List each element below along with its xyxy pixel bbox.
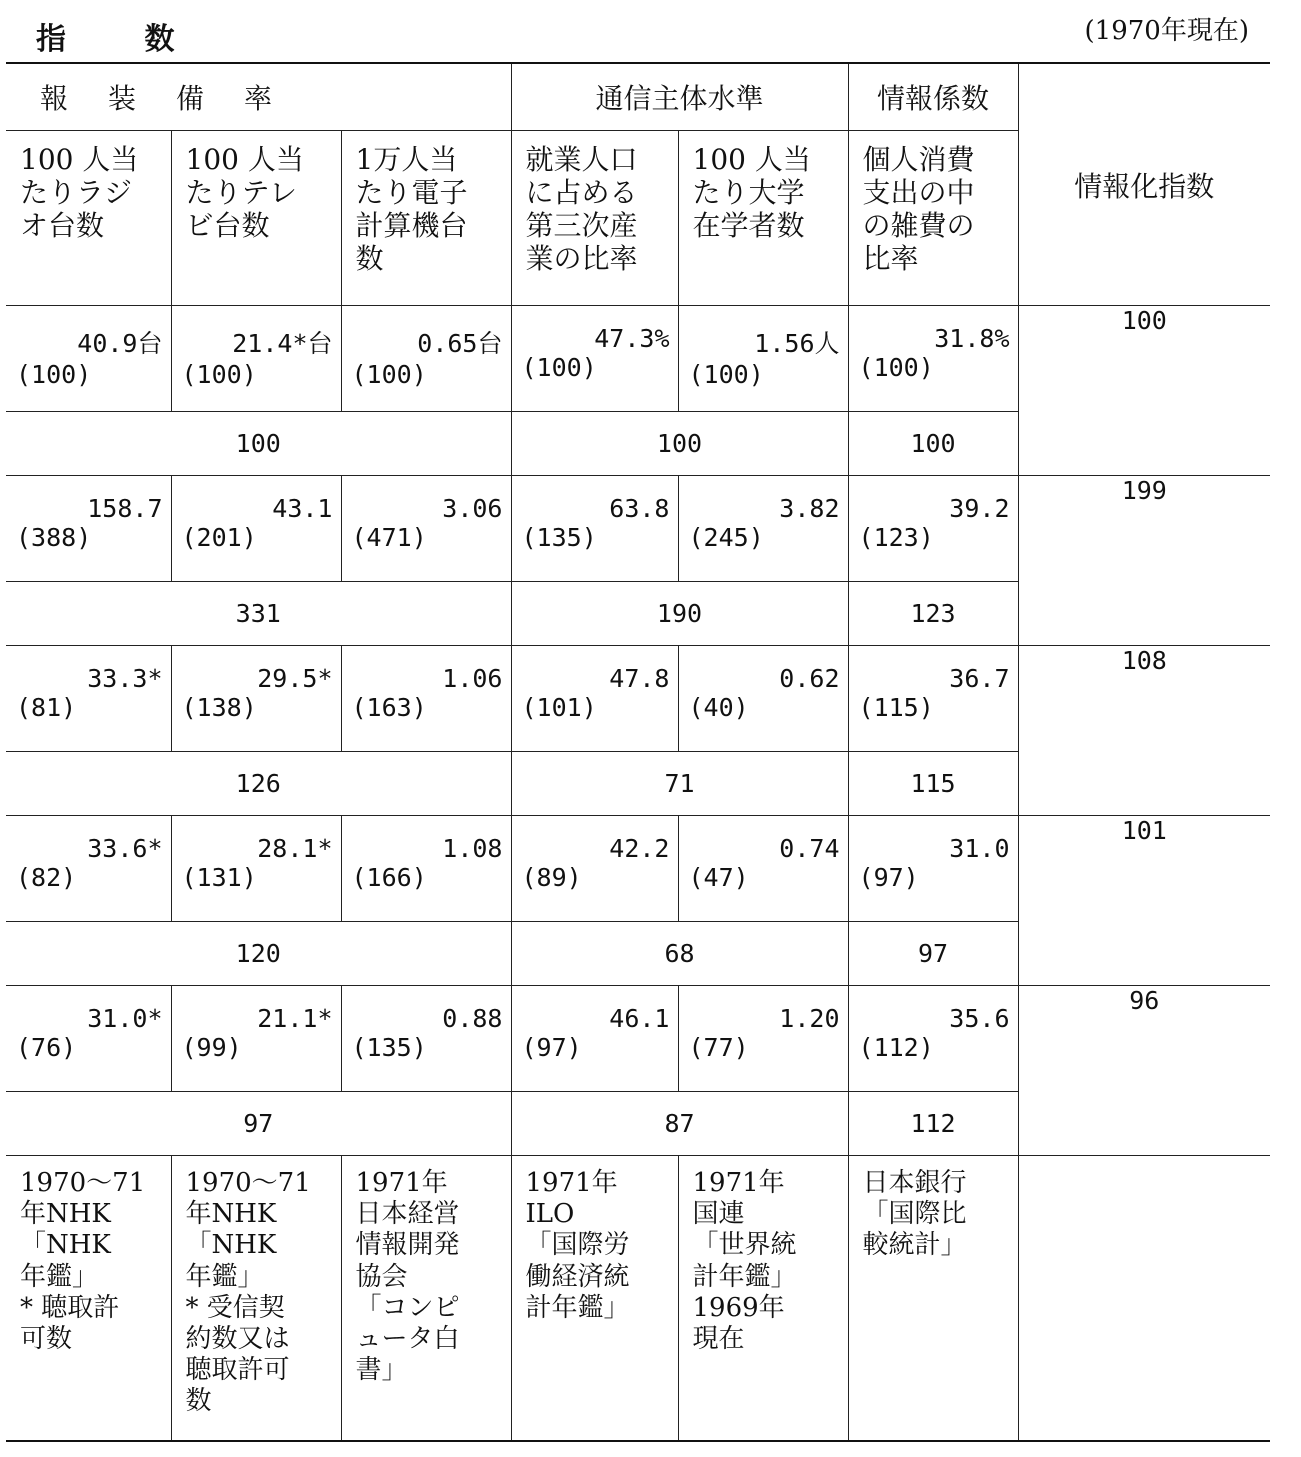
cell-index: (82) (16, 863, 77, 892)
value-cell (341, 986, 511, 1092)
value-row (6, 816, 1270, 922)
group-average: 112 (848, 1092, 1018, 1156)
value-cell (341, 306, 511, 412)
group-header: 通信主体水準 (511, 63, 848, 131)
value-cell (6, 306, 171, 412)
source-text: 1971年 日本経営 情報開発 協会 「コンピ ュータ白 書」 (355, 1168, 460, 1386)
value-cell (511, 816, 678, 922)
page-title: 指 数 (36, 22, 209, 57)
page-note: (1970年現在) (1084, 16, 1249, 46)
index-header: 情報化指数 (1018, 63, 1270, 306)
cell-index: (100) (858, 353, 934, 382)
column-header (171, 131, 341, 306)
source-cell (341, 1156, 511, 1442)
value-row (6, 986, 1270, 1092)
cell-index: (97) (521, 1033, 582, 1062)
group-average: 100 (6, 412, 511, 476)
value-cell (511, 646, 678, 752)
cell-value: 33.6* (87, 834, 163, 863)
source-text: 日本銀行 「国際比 較統計」 (862, 1168, 967, 1261)
source-text: 1971年 国連 「世界統 計年鑑」 1969年 現在 (692, 1168, 797, 1354)
cell-value: 1.06 (442, 664, 503, 693)
group-average: 100 (511, 412, 848, 476)
value-cell (678, 646, 848, 752)
group-average: 68 (511, 922, 848, 986)
total-index: 100 (1018, 306, 1270, 476)
group-header: 情報係数 (848, 63, 1018, 131)
cell-value: 31.8% (934, 324, 1010, 353)
value-cell (848, 816, 1018, 922)
cell-index: (101) (521, 693, 597, 722)
cell-index: (100) (351, 360, 427, 389)
value-cell (848, 476, 1018, 582)
cell-value: 42.2 (609, 834, 670, 863)
cell-index: (135) (351, 1033, 427, 1062)
group-average: 71 (511, 752, 848, 816)
cell-index: (76) (16, 1033, 77, 1062)
cell-value: 31.0 (949, 834, 1010, 863)
cell-index: (138) (181, 693, 257, 722)
source-text: 1970〜71 年NHK 「NHK 年鑑」 * 聴取許 可数 (20, 1168, 146, 1354)
cell-index: (135) (521, 523, 597, 552)
cell-index: (166) (351, 863, 427, 892)
cell-index: (81) (16, 693, 77, 722)
cell-index: (201) (181, 523, 257, 552)
value-cell (678, 306, 848, 412)
value-cell (6, 816, 171, 922)
cell-index: (47) (688, 863, 749, 892)
cell-index: (97) (858, 863, 919, 892)
value-cell (6, 476, 171, 582)
column-header (6, 131, 171, 306)
cell-value: 47.8 (609, 664, 670, 693)
cell-value: 47.3% (594, 324, 670, 353)
index-table (6, 62, 1270, 1442)
group-average: 126 (6, 752, 511, 816)
value-cell (6, 986, 171, 1092)
cell-value: 33.3* (87, 664, 163, 693)
total-index: 96 (1018, 986, 1270, 1156)
column-header (848, 131, 1018, 306)
group-average: 97 (6, 1092, 511, 1156)
group-average: 120 (6, 922, 511, 986)
cell-index: (40) (688, 693, 749, 722)
value-row (6, 646, 1270, 752)
cell-value: 0.62 (779, 664, 840, 693)
cell-value: 1.20 (779, 1004, 840, 1033)
value-cell (848, 306, 1018, 412)
value-cell (341, 646, 511, 752)
group-header: 報装備率 (6, 63, 511, 131)
cell-index: (100) (521, 353, 597, 382)
column-header (341, 131, 511, 306)
column-header (511, 131, 678, 306)
cell-value: 3.06 (442, 494, 503, 523)
group-average: 123 (848, 582, 1018, 646)
group-average: 87 (511, 1092, 848, 1156)
cell-value: 1.56人 (754, 329, 840, 358)
source-empty-cell (1018, 1156, 1270, 1442)
value-cell (171, 306, 341, 412)
group-average: 190 (511, 582, 848, 646)
value-cell (171, 986, 341, 1092)
column-header-text: 100 人当 たり大学 在学者数 (692, 143, 811, 243)
cell-value: 1.08 (442, 834, 503, 863)
value-cell (848, 986, 1018, 1092)
cell-index: (123) (858, 523, 934, 552)
cell-value: 46.1 (609, 1004, 670, 1033)
group-average: 331 (6, 582, 511, 646)
total-index: 108 (1018, 646, 1270, 816)
cell-value: 63.8 (609, 494, 670, 523)
value-cell (848, 646, 1018, 752)
source-row (6, 1156, 1270, 1442)
value-cell (678, 816, 848, 922)
cell-value: 28.1* (257, 834, 333, 863)
value-cell (678, 986, 848, 1092)
cell-value: 158.7 (87, 494, 163, 523)
group-header-row (6, 63, 1270, 131)
cell-value: 43.1 (272, 494, 333, 523)
source-cell (171, 1156, 341, 1442)
value-cell (6, 646, 171, 752)
value-cell (678, 476, 848, 582)
cell-index: (77) (688, 1033, 749, 1062)
cell-value: 0.88 (442, 1004, 503, 1033)
cell-value: 0.65台 (417, 329, 503, 358)
total-index: 199 (1018, 476, 1270, 646)
source-cell (511, 1156, 678, 1442)
index-table-body (6, 63, 1270, 1441)
cell-value: 36.7 (949, 664, 1010, 693)
cell-value: 40.9台 (77, 329, 163, 358)
source-text: 1970〜71 年NHK 「NHK 年鑑」 * 受信契 約数又は 聴取許可 数 (185, 1168, 311, 1417)
cell-index: (245) (688, 523, 764, 552)
cell-index: (163) (351, 693, 427, 722)
cell-value: 29.5* (257, 664, 333, 693)
source-cell (678, 1156, 848, 1442)
column-header-text: 個人消費 支出の中 の雑費の 比率 (862, 143, 975, 276)
source-cell (6, 1156, 171, 1442)
cell-index: (131) (181, 863, 257, 892)
value-cell (511, 476, 678, 582)
cell-index: (115) (858, 693, 934, 722)
value-cell (171, 476, 341, 582)
cell-value: 3.82 (779, 494, 840, 523)
cell-index: (99) (181, 1033, 242, 1062)
cell-index: (100) (688, 360, 764, 389)
value-cell (341, 816, 511, 922)
group-average: 100 (848, 412, 1018, 476)
cell-value: 39.2 (949, 494, 1010, 523)
value-cell (341, 476, 511, 582)
cell-value: 0.74 (779, 834, 840, 863)
cell-value: 21.1* (257, 1004, 333, 1033)
cell-index: (100) (181, 360, 257, 389)
source-cell (848, 1156, 1018, 1442)
group-average: 115 (848, 752, 1018, 816)
cell-index: (112) (858, 1033, 934, 1062)
source-text: 1971年 ILO 「国際労 働経済統 計年鑑」 (525, 1168, 630, 1323)
total-index: 101 (1018, 816, 1270, 986)
column-header-text: 1万人当 たり電子 計算機台 数 (355, 143, 468, 276)
cell-index: (388) (16, 523, 92, 552)
cell-index: (100) (16, 360, 92, 389)
column-header-text: 100 人当 たりテレ ビ台数 (185, 143, 304, 243)
cell-index: (471) (351, 523, 427, 552)
value-cell (171, 646, 341, 752)
column-header-text: 就業人口 に占める 第三次産 業の比率 (525, 143, 638, 276)
column-header (678, 131, 848, 306)
value-cell (511, 986, 678, 1092)
cell-value: 21.4*台 (232, 329, 333, 358)
cell-value: 35.6 (949, 1004, 1010, 1033)
group-average: 97 (848, 922, 1018, 986)
value-row (6, 306, 1270, 412)
value-cell (511, 306, 678, 412)
cell-value: 31.0* (87, 1004, 163, 1033)
cell-index: (89) (521, 863, 582, 892)
column-header-text: 100 人当 たりラジ オ台数 (20, 143, 139, 243)
value-row (6, 476, 1270, 582)
value-cell (171, 816, 341, 922)
